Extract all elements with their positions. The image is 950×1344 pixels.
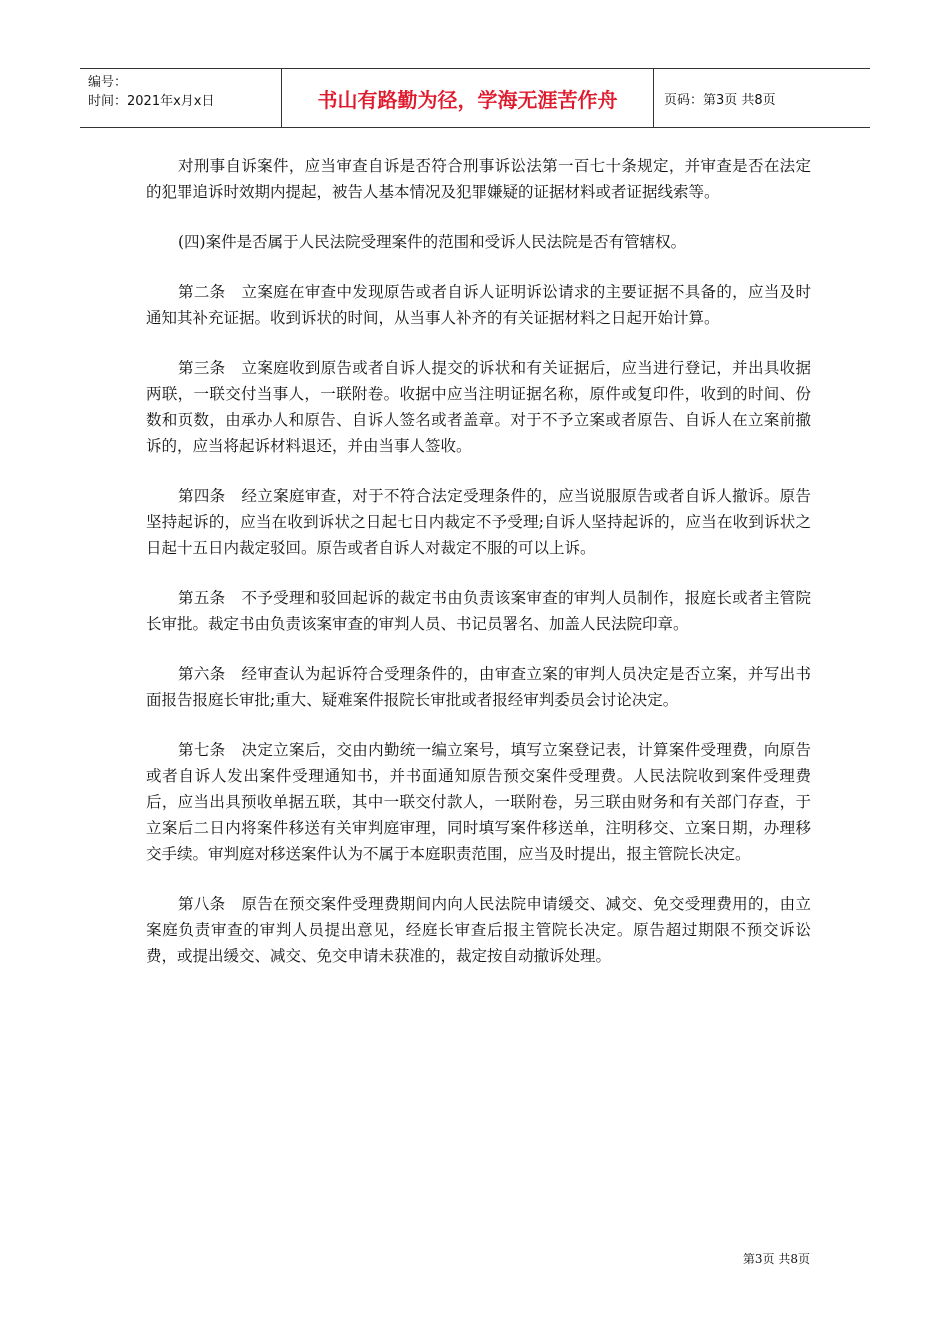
paragraph xyxy=(146,661,811,713)
article-number: 第三条 xyxy=(178,359,226,377)
paragraph-text: 原告在预交案件受理费期间内向人民法院申请缓交、减交、免交受理费用的，由立案庭负责审查的审判人员提出意见，经庭长审查后报主管院长决定。原告超过期限不预交诉讼费，或提出缓交、减交、免交申请未获准的，裁定按自动撤诉处理。 xyxy=(146,895,811,965)
page-footer: 第3页 共8页 xyxy=(742,1252,810,1266)
paragraph-text: 决定立案后，交由内勤统一编立案号，填写立案登记表，计算案件受理费，向原告或者自诉人发出案件受理通知书，并书面通知原告预交案件受理费。人民法院收到案件受理费后，应当出具预收单据五联，其中一联交付款人，一联附卷，另三联由财务和有关部门存查，于立案后二日内将案件移送有关审判庭审理，同时填写案件移送单，注明移交、立案日期，办理移交手续。审判庭对移送案件认为不属于本庭职责范围，应当及时提出，报主管院长决定。 xyxy=(146,741,811,863)
paragraph xyxy=(146,483,811,561)
article-number: 第七条 xyxy=(178,741,226,759)
article-number: 第二条 xyxy=(178,283,226,301)
paragraph xyxy=(146,585,811,637)
paragraph-text: (四)案件是否属于人民法院受理案件的范围和受诉人民法院是否有管辖权。 xyxy=(178,233,687,251)
document-time-label: 时间：2021年x月x日 xyxy=(88,94,215,109)
article-number: 第六条 xyxy=(178,665,226,683)
paragraph xyxy=(146,891,811,969)
paragraph xyxy=(146,355,811,459)
article-number: 第五条 xyxy=(178,589,226,607)
document-number-label: 编号： xyxy=(88,75,128,90)
paragraph xyxy=(146,279,811,331)
page-header xyxy=(80,68,870,128)
document-body xyxy=(146,153,811,993)
article-number: 第八条 xyxy=(178,895,226,913)
paragraph xyxy=(146,229,811,255)
paragraph-text: 立案庭收到原告或者自诉人提交的诉状和有关证据后，应当进行登记，并出具收据两联，一联交付当事人，一联附卷。收据中应当注明证据名称，原件或复印件，收到的时间、份数和页数，由承办人和原告、自诉人签名或者盖章。对于不予立案或者原告、自诉人在立案前撤诉的，应当将起诉材料退还，并由当事人签收。 xyxy=(146,359,811,455)
header-meta xyxy=(80,69,282,127)
paragraph-text: 经审查认为起诉符合受理条件的，由审查立案的审判人员决定是否立案，并写出书面报告报庭长审批;重大、疑难案件报院长审批或者报经审判委员会讨论决定。 xyxy=(146,665,811,709)
header-motto: 书山有路勤为径，学海无涯苦作舟 xyxy=(282,69,654,127)
paragraph-text: 立案庭在审查中发现原告或者自诉人证明诉讼请求的主要证据不具备的，应当及时通知其补充证据。收到诉状的时间，从当事人补齐的有关证据材料之日起开始计算。 xyxy=(146,283,811,327)
paragraph-text: 对刑事自诉案件，应当审查自诉是否符合刑事诉讼法第一百七十条规定，并审查是否在法定的犯罪追诉时效期内提起，被告人基本情况及犯罪嫌疑的证据材料或者证据线索等。 xyxy=(146,157,811,201)
header-page-number: 页码：第3页 共8页 xyxy=(664,92,776,108)
paragraph-text: 不予受理和驳回起诉的裁定书由负责该案审查的审判人员制作，报庭长或者主管院长审批。裁定书由负责该案审查的审判人员、书记员署名、加盖人民法院印章。 xyxy=(146,589,811,633)
paragraph-text: 经立案庭审查，对于不符合法定受理条件的，应当说服原告或者自诉人撤诉。原告坚持起诉的，应当在收到诉状之日起七日内裁定不予受理;自诉人坚持起诉的，应当在收到诉状之日起十五日内裁定驳回。原告或者自诉人对裁定不服的可以上诉。 xyxy=(146,487,811,557)
paragraph xyxy=(146,737,811,867)
article-number: 第四条 xyxy=(178,487,226,505)
paragraph xyxy=(146,153,811,205)
